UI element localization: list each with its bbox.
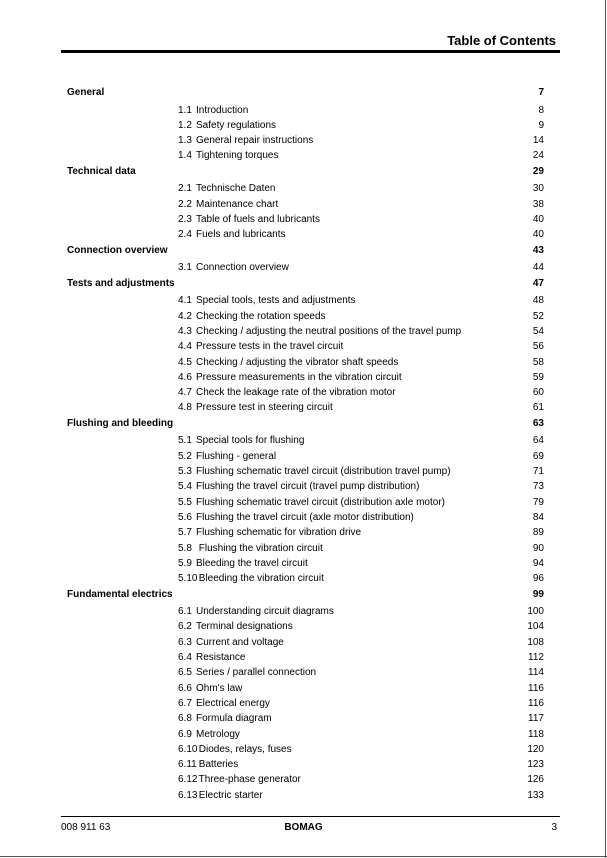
section-number: 4.3 [178,325,192,337]
toc-page-number: 29 [532,165,544,177]
toc-page-number: 59 [532,371,544,383]
section-number: 4.4 [178,341,192,353]
toc-page-number: 38 [532,198,544,210]
section-number: 6.9 [178,728,192,740]
section-title: Flushing schematic travel circuit (distribution axle motor) [196,496,445,508]
toc-page-number: 114 [528,667,544,679]
toc-section-row[interactable] [0,557,607,571]
toc-page-number: 60 [532,387,544,399]
toc-page-number: 56 [532,341,544,353]
toc-page-number: 123 [527,759,544,771]
toc-page-number: 43 [532,244,544,256]
section-number: 5.2 [178,450,192,462]
toc-chapter-row[interactable] [0,588,607,602]
section-number: 2.1 [178,183,192,195]
toc-section-row[interactable] [0,542,607,556]
toc-section-row[interactable] [0,182,607,196]
toc-chapter-row[interactable] [0,165,607,179]
section-title: Tightening torques [196,150,279,162]
section-title: Flushing the vibration circuit [196,542,323,554]
section-number: 5.9 [178,557,192,569]
section-number: 5.4 [178,481,192,493]
toc-page-number: 120 [527,743,544,755]
section-number: 4.6 [178,371,192,383]
section-title: Pressure tests in the travel circuit [196,341,344,353]
section-title: Technische Daten [196,183,276,195]
toc-section-row[interactable] [0,773,607,787]
section-number: 6.3 [178,636,192,648]
section-number: 4.8 [178,402,192,414]
toc-section-row[interactable] [0,450,607,464]
toc-section-row[interactable] [0,261,607,275]
section-title: Metrology [196,728,240,740]
toc-page-number: 63 [532,417,544,429]
page-border-bottom [0,856,607,857]
toc-section-row[interactable] [0,149,607,163]
section-number: 5.5 [178,496,192,508]
section-number: 5.7 [178,527,192,539]
section-number: 6.10 [178,743,198,755]
toc-page-number: 118 [528,728,544,740]
toc-page-number: 99 [532,588,544,600]
section-title: Electric starter [196,789,263,801]
section-title: Electrical energy [196,697,270,709]
section-number: 3.1 [178,262,192,274]
header-divider [61,50,560,53]
section-title: Pressure measurements in the vibration circuit [196,371,402,383]
toc-section-row[interactable] [0,605,607,619]
toc-section-row[interactable] [0,228,607,242]
section-title: Maintenance chart [196,198,279,210]
toc-page-number: 40 [532,229,544,241]
section-title: Special tools, tests and adjustments [196,295,356,307]
toc-section-row[interactable] [0,356,607,370]
toc-chapter-row[interactable] [0,86,607,100]
toc-section-row[interactable] [0,401,607,415]
toc-page-number: 48 [532,295,544,307]
section-title: Three-phase generator [196,774,301,786]
toc-section-row[interactable] [0,496,607,510]
section-title: Batteries [196,759,239,771]
toc-section-row[interactable] [0,340,607,354]
section-number: 4.1 [178,295,192,307]
toc-section-row[interactable] [0,651,607,665]
section-number: 5.8 [178,542,192,554]
section-title: Understanding circuit diagrams [196,606,334,618]
toc-page-number: 104 [527,621,544,633]
toc-page-number: 100 [527,606,544,618]
toc-page-number: 52 [532,310,544,322]
chapter-title: General [67,87,105,98]
toc-page-number: 108 [527,636,544,648]
toc-page-number: 54 [532,325,544,337]
section-title: Terminal designations [196,621,293,633]
toc-chapter-row[interactable] [0,417,607,431]
section-title: Flushing schematic travel circuit (distribution travel pump) [196,466,451,477]
toc-page-number: 30 [532,183,544,195]
toc-section-row[interactable] [0,636,607,650]
toc-section-row[interactable] [0,480,607,494]
toc-section-row[interactable] [0,789,607,803]
toc-page-number: 79 [532,496,544,508]
section-number: 2.4 [178,229,192,241]
toc-section-row[interactable] [0,198,607,212]
toc-section-row[interactable] [0,572,607,586]
section-number: 6.11 [178,759,197,771]
toc-page-number: 61 [532,402,544,414]
section-title: Ohm's law [196,682,243,694]
section-number: 6.7 [178,697,192,709]
footer-divider [61,816,560,817]
chapter-title: Connection overview [67,244,168,256]
section-number: 4.2 [178,310,192,322]
toc-section-row[interactable] [0,104,607,118]
toc-section-row[interactable] [0,213,607,227]
toc-page-number: 90 [532,542,544,554]
section-number: 6.2 [178,621,192,633]
section-number: 6.4 [178,652,192,663]
section-number: 1.4 [178,150,192,162]
toc-page-number: 47 [532,277,544,289]
chapter-title: Fundamental electrics [67,588,173,600]
toc-page-number: 89 [532,527,544,539]
toc-section-row[interactable] [0,294,607,308]
toc-page-number: 84 [532,511,544,523]
toc-section-row[interactable] [0,526,607,540]
toc-section-row[interactable] [0,386,607,400]
toc-page-number: 40 [532,214,544,225]
toc-page-number: 117 [528,713,544,725]
toc-page-number: 94 [532,557,544,569]
toc-page-number: 69 [532,450,544,462]
toc-section-row[interactable] [0,325,607,339]
section-number: 4.7 [178,387,192,399]
section-title: Pressure test in steering circuit [196,402,333,414]
section-title: Safety regulations [196,119,277,131]
toc-page-number: 9 [538,119,544,131]
section-title: Special tools for flushing [196,435,305,447]
toc-section-row[interactable] [0,697,607,711]
section-title: Table of fuels and lubricants [196,214,320,225]
section-number: 4.5 [178,356,192,368]
section-number: 6.8 [178,713,192,725]
toc-page-number: 14 [532,135,544,147]
section-title: Check the leakage rate of the vibration motor [196,387,396,399]
toc-page-number: 71 [532,466,544,477]
toc-section-row[interactable] [0,620,607,634]
section-title: Checking / adjusting the neutral positions of the travel pump [196,325,462,337]
page-number: 3 [551,822,557,833]
section-title: Resistance [196,652,246,663]
section-number: 1.3 [178,135,192,147]
toc-section-row[interactable] [0,666,607,680]
section-number: 2.3 [178,214,192,225]
section-number: 5.1 [178,435,192,447]
section-title: Formula diagram [196,713,272,725]
toc-section-row[interactable] [0,310,607,324]
toc-page-number: 133 [527,789,544,801]
section-number: 6.6 [178,682,192,694]
toc-section-row[interactable] [0,134,607,148]
toc-page-number: 126 [527,774,544,786]
chapter-title: Flushing and bleeding [67,417,174,429]
toc-page-number: 24 [532,150,544,162]
toc-page-number: 116 [528,697,544,709]
section-title: Connection overview [196,262,289,274]
toc-page-number: 112 [528,652,544,663]
toc-page-number: 73 [532,481,544,493]
section-title: Introduction [196,104,249,116]
section-number: 6.5 [178,667,192,679]
section-number: 1.2 [178,119,192,131]
section-number: 6.1 [178,606,192,618]
toc-section-row[interactable] [0,712,607,726]
section-title: Bleeding the travel circuit [196,557,308,569]
section-number: 1.1 [178,104,192,116]
section-title: Fuels and lubricants [196,229,286,241]
toc-section-row[interactable] [0,371,607,385]
toc-chapter-row[interactable] [0,244,607,258]
section-title: Flushing schematic for vibration drive [196,527,362,539]
section-title: Flushing the travel circuit (axle motor distribution) [196,511,414,523]
toc-page-number: 8 [538,104,544,116]
section-title: Checking / adjusting the vibrator shaft speeds [196,356,399,368]
toc-section-row[interactable] [0,434,607,448]
toc-section-row[interactable] [0,119,607,133]
toc-section-row[interactable] [0,743,607,757]
section-number: 2.2 [178,198,192,210]
toc-section-row[interactable] [0,758,607,772]
section-number: 6.12 [178,774,198,786]
toc-page-number: 44 [532,262,544,274]
toc-page-number: 64 [532,435,544,447]
toc-section-row[interactable] [0,682,607,696]
section-title: Diodes, relays, fuses [196,743,292,755]
section-title: General repair instructions [196,135,314,147]
page-title: Table of Contents [447,33,556,48]
section-title: Flushing - general [196,450,277,462]
toc-section-row[interactable] [0,728,607,742]
section-number: 5.6 [178,511,192,523]
brand-name: BOMAG [284,822,323,833]
section-number: 5.3 [178,466,192,477]
section-number: 6.13 [178,789,198,801]
section-title: Series / parallel connection [196,667,317,679]
chapter-title: Tests and adjustments [67,277,175,289]
toc-chapter-row[interactable] [0,277,607,291]
toc-page-number: 96 [532,573,544,585]
chapter-title: Technical data [67,165,136,177]
document-number: 008 911 63 [61,822,111,833]
section-title: Flushing the travel circuit (travel pump distribution) [196,481,420,493]
toc-page-number: 116 [528,682,544,694]
toc-section-row[interactable] [0,465,607,479]
section-number: 5.10 [178,573,198,585]
toc-page-number: 58 [532,356,544,368]
section-title: Current and voltage [196,636,284,648]
section-title: Bleeding the vibration circuit [196,573,324,585]
section-title: Checking the rotation speeds [196,310,326,322]
toc-page-number: 7 [538,87,544,98]
toc-section-row[interactable] [0,511,607,525]
